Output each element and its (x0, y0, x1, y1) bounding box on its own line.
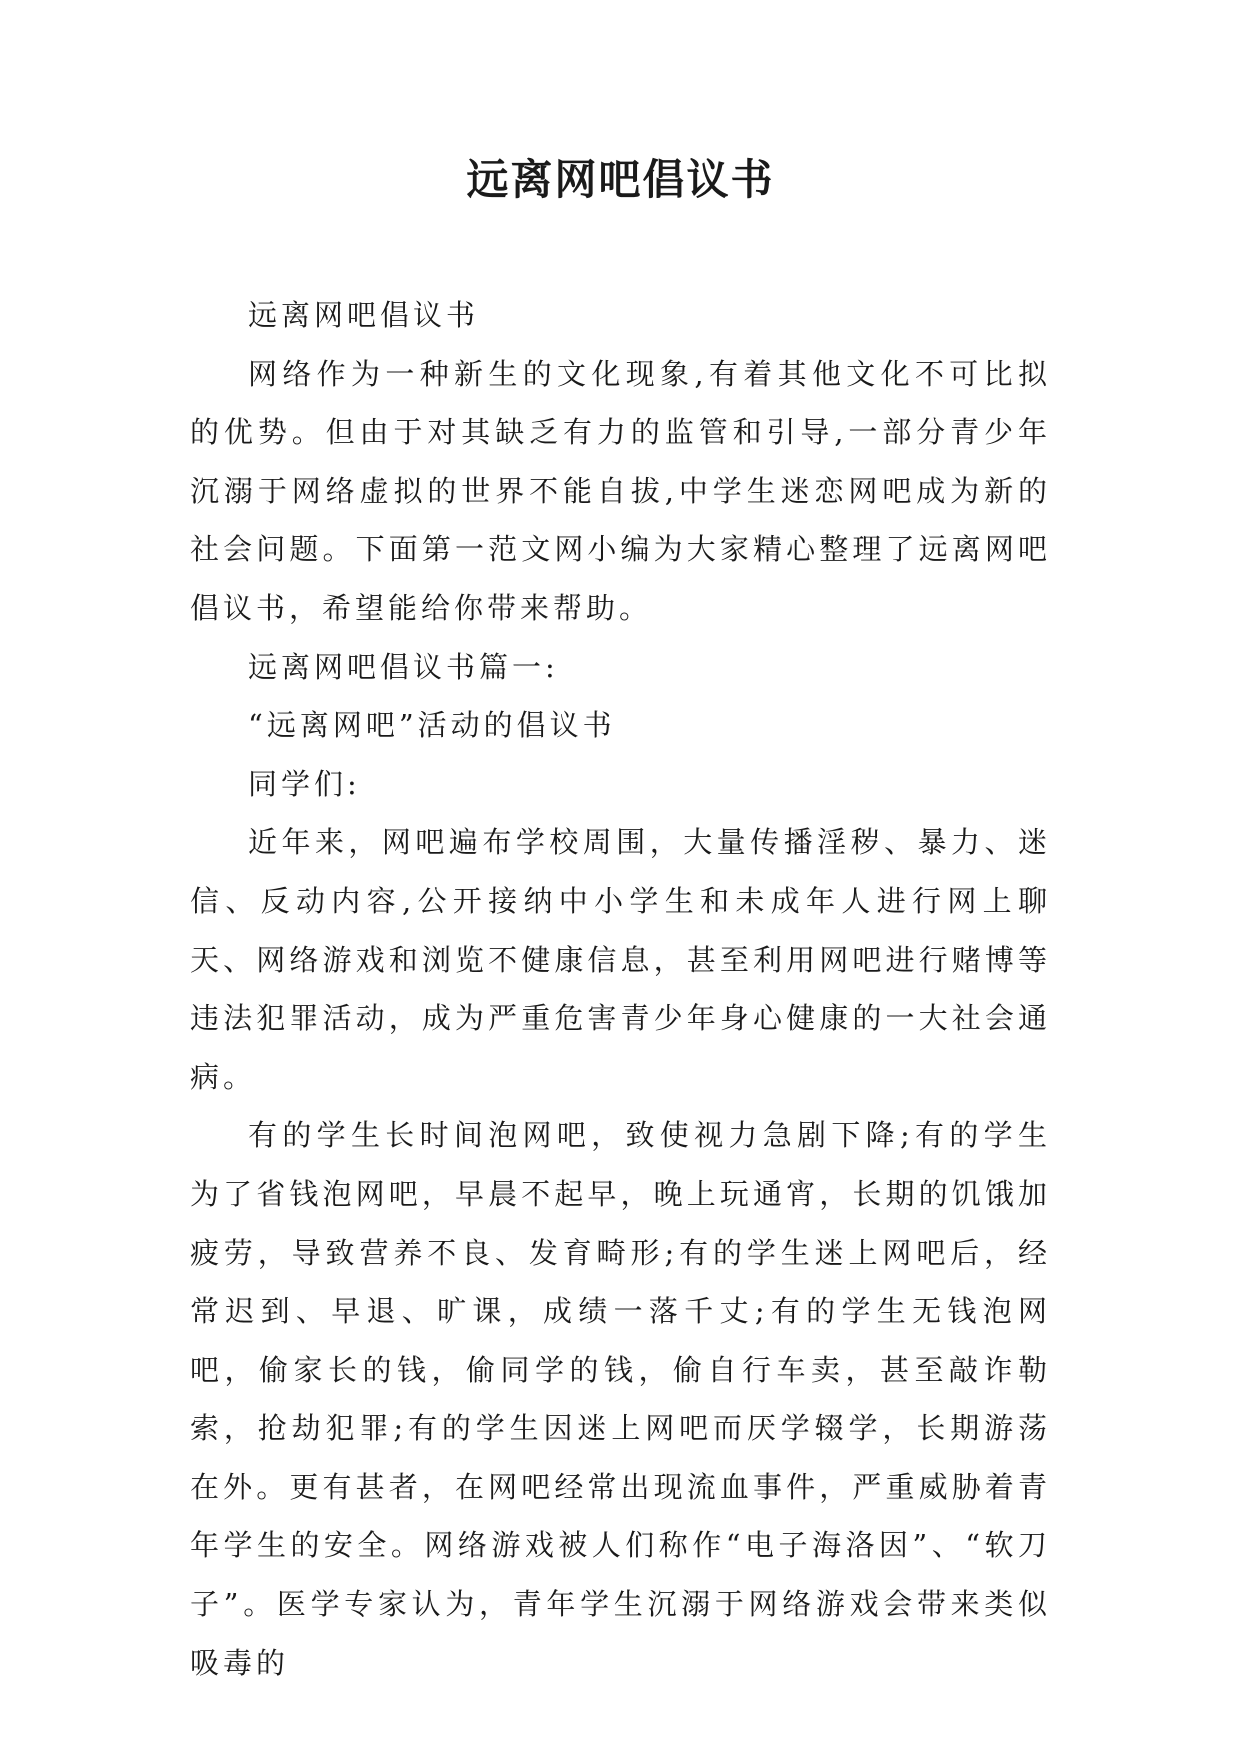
paragraph-salutation: 同学们: (248, 766, 361, 801)
paragraph-intro: 网络作为一种新生的文化现象,有着其他文化不可比拟的优势。但由于对其缺乏有力的监管和引导,一部分青少年沉溺于网络虚拟的世界不能自拔,中学生迷恋网吧成为新的社会问题。下面第一范文网小编为大家精心整理了远离网吧倡议书，希望能给你带来帮助。 (190, 356, 1051, 625)
document-body (190, 286, 1051, 1692)
document-title: 远离网吧倡议书 (466, 155, 775, 204)
paragraph-body-2: 有的学生长时间泡网吧，致使视力急剧下降;有的学生为了省钱泡网吧，早晨不起早，晚上玩通宵，长期的饥饿加疲劳，导致营养不良、发育畸形;有的学生迷上网吧后，经常迟到、早退、旷课，成绩一落千丈;有的学生无钱泡网吧，偷家长的钱，偷同学的钱，偷自行车卖，甚至敲诈勒索，抢劫犯罪;有的学生因迷上网吧而厌学辍学，长期游荡在外。更有甚者，在网吧经常出现流血事件，严重威胁着青年学生的安全。网络游戏被人们称作“电子海洛因”、“软刀子”。医学专家认为，青年学生沉溺于网络游戏会带来类似吸毒的 (190, 1118, 1051, 1680)
paragraph-proposal-title: “远离网吧”活动的倡议书 (248, 708, 616, 743)
paragraph-section-title: 远离网吧倡议书篇一: (248, 649, 559, 684)
paragraph-body-1: 近年来，网吧遍布学校周围，大量传播淫秽、暴力、迷信、反动内容,公开接纳中小学生和未成年人进行网上聊天、网络游戏和浏览不健康信息，甚至利用网吧进行赌博等违法犯罪活动，成为严重危害青少年身心健康的一大社会通病。 (190, 825, 1051, 1094)
paragraph-heading: 远离网吧倡议书 (248, 298, 480, 332)
